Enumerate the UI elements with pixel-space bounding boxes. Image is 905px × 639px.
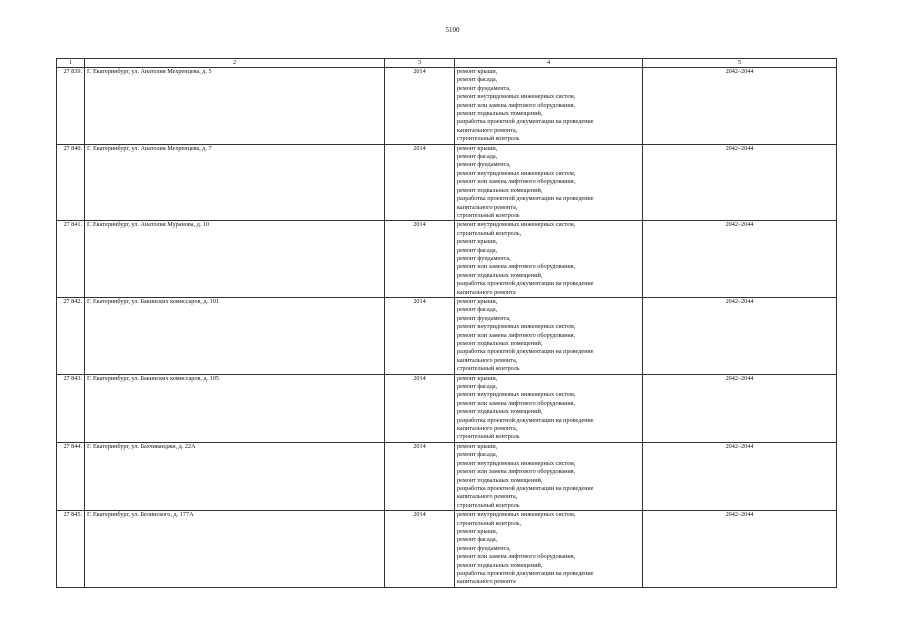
works-list bbox=[455, 221, 643, 298]
work-item: разработка проектной документации на проведение bbox=[457, 348, 594, 356]
work-item: ремонт фасада, bbox=[457, 76, 498, 84]
works-list bbox=[455, 144, 643, 221]
repair-period: 2042–2044 bbox=[643, 511, 837, 588]
work-item: ремонт или замена лифтового оборудования, bbox=[457, 553, 576, 561]
building-address: Г. Екатеринбург, ул. Бахчиванджи, д. 22А bbox=[85, 442, 385, 510]
work-item: ремонт фундамента, bbox=[457, 161, 511, 169]
table-row bbox=[57, 221, 837, 298]
work-item: капитального ремонта, bbox=[457, 203, 518, 211]
work-item: ремонт внутридомовых инженерных систем, bbox=[457, 391, 576, 399]
work-item: ремонт внутридомовых инженерных систем, bbox=[457, 169, 576, 177]
work-item: ремонт фундамента, bbox=[457, 314, 511, 322]
column-header-1: 1 bbox=[57, 59, 85, 68]
building-address: Г. Екатеринбург, ул. Анатолия Муранова, д. 10 bbox=[85, 221, 385, 298]
work-item: строительный контроль bbox=[457, 501, 520, 509]
work-item: ремонт внутридомовых инженерных систем, bbox=[457, 221, 576, 229]
work-item: строительный контроль bbox=[457, 433, 520, 441]
column-header-5: 5 bbox=[643, 59, 837, 68]
work-item: разработка проектной документации на проведение bbox=[457, 569, 594, 577]
page-number: 5100 bbox=[445, 26, 460, 34]
building-address: Г. Екатеринбург, ул. Белинского, д. 177А bbox=[85, 511, 385, 588]
works-list bbox=[455, 442, 643, 510]
repair-period: 2042–2044 bbox=[643, 68, 837, 145]
work-item: ремонт крыши, bbox=[457, 238, 498, 246]
work-item: ремонт фундамента, bbox=[457, 254, 511, 262]
column-header-2: 2 bbox=[85, 59, 385, 68]
row-number: 27 844. bbox=[57, 442, 85, 510]
work-item: капитального ремонта, bbox=[457, 493, 518, 501]
work-item: ремонт крыши, bbox=[457, 144, 498, 152]
work-item: разработка проектной документации на проведение bbox=[457, 280, 594, 288]
work-item: разработка проектной документации на проведение bbox=[457, 416, 594, 424]
work-item: капитального ремонта, bbox=[457, 356, 518, 364]
work-item: ремонт подвальных помещений, bbox=[457, 110, 543, 118]
works-list bbox=[455, 297, 643, 374]
repair-period: 2042–2044 bbox=[643, 144, 837, 221]
year-value: 2014 bbox=[385, 511, 455, 588]
work-item: ремонт или замена лифтового оборудования, bbox=[457, 178, 576, 186]
table-row bbox=[57, 374, 837, 442]
work-item: ремонт подвальных помещений, bbox=[457, 340, 543, 347]
row-number: 27 843. bbox=[57, 374, 85, 442]
work-item: ремонт или замена лифтового оборудования, bbox=[457, 331, 576, 339]
work-item: ремонт фасада, bbox=[457, 246, 498, 254]
work-item: ремонт или замена лифтового оборудования, bbox=[457, 399, 576, 407]
work-item: ремонт фасада, bbox=[457, 451, 498, 459]
building-address: Г. Екатеринбург, ул. Бакинских комиссаров, д. 101 bbox=[85, 297, 385, 374]
work-item: ремонт подвальных помещений, bbox=[457, 186, 543, 194]
repair-period: 2042–2044 bbox=[643, 442, 837, 510]
work-item: ремонт крыши, bbox=[457, 297, 498, 305]
row-number: 27 842. bbox=[57, 297, 85, 374]
table-row bbox=[57, 68, 837, 145]
header-row bbox=[57, 59, 837, 68]
year-value: 2014 bbox=[385, 297, 455, 374]
year-value: 2014 bbox=[385, 374, 455, 442]
work-item: разработка проектной документации на проведение bbox=[457, 118, 594, 126]
work-item: ремонт фасада, bbox=[457, 153, 498, 161]
table-row bbox=[57, 442, 837, 510]
work-item: ремонт внутридомовых инженерных систем, bbox=[457, 459, 576, 467]
work-item: ремонт фасада, bbox=[457, 383, 498, 391]
work-item: ремонт подвальных помещений, bbox=[457, 271, 543, 279]
table-row bbox=[57, 511, 837, 588]
work-item: ремонт или замена лифтового оборудования, bbox=[457, 468, 576, 476]
work-item: строительный контроль, bbox=[457, 229, 522, 237]
row-number: 27 841. bbox=[57, 221, 85, 298]
row-number: 27 840. bbox=[57, 144, 85, 221]
repair-period: 2042–2044 bbox=[643, 374, 837, 442]
table-body bbox=[57, 68, 837, 588]
building-address: Г. Екатеринбург, ул. Анатолия Мехренцева, д. 7 bbox=[85, 144, 385, 221]
repair-period: 2042–2044 bbox=[643, 221, 837, 298]
works-list bbox=[455, 511, 643, 588]
repair-period: 2042–2044 bbox=[643, 297, 837, 374]
year-value: 2014 bbox=[385, 442, 455, 510]
work-item: капитального ремонта, bbox=[457, 425, 518, 433]
work-item: строительный контроль bbox=[457, 365, 520, 373]
work-item: ремонт подвальных помещений, bbox=[457, 408, 543, 416]
work-item: ремонт крыши, bbox=[457, 527, 498, 535]
table-row bbox=[57, 297, 837, 374]
work-item: ремонт фасада, bbox=[457, 306, 498, 314]
row-number: 27 839. bbox=[57, 68, 85, 145]
work-item: ремонт фундамента, bbox=[457, 84, 511, 92]
column-header-4: 4 bbox=[455, 59, 643, 68]
work-item: строительный контроль bbox=[457, 211, 520, 219]
year-value: 2014 bbox=[385, 68, 455, 145]
work-item: ремонт фасада, bbox=[457, 536, 498, 544]
row-number: 27 845. bbox=[57, 511, 85, 588]
work-item: ремонт внутридомовых инженерных систем, bbox=[457, 93, 576, 101]
table-header bbox=[57, 59, 837, 68]
year-value: 2014 bbox=[385, 221, 455, 298]
work-item: ремонт или замена лифтового оборудования, bbox=[457, 263, 576, 271]
work-item: ремонт подвальных помещений, bbox=[457, 561, 543, 569]
work-item: капитального ремонта bbox=[457, 288, 516, 296]
works-list bbox=[455, 374, 643, 442]
work-item: ремонт внутридомовых инженерных систем, bbox=[457, 323, 576, 331]
work-item: ремонт внутридомовых инженерных систем, bbox=[457, 511, 576, 519]
work-item: разработка проектной документации на проведение bbox=[457, 484, 594, 492]
work-item: ремонт крыши, bbox=[457, 442, 498, 450]
works-list bbox=[455, 68, 643, 145]
work-item: ремонт крыши, bbox=[457, 68, 498, 75]
work-item: ремонт фундамента, bbox=[457, 544, 511, 552]
registry-table bbox=[56, 58, 837, 588]
work-item: ремонт крыши, bbox=[457, 374, 498, 382]
table-row bbox=[57, 144, 837, 221]
work-item: ремонт подвальных помещений, bbox=[457, 476, 543, 484]
work-item: разработка проектной документации на проведение bbox=[457, 195, 594, 203]
work-item: капитального ремонта bbox=[457, 578, 516, 586]
building-address: Г. Екатеринбург, ул. Бакинских комиссаров, д. 105 bbox=[85, 374, 385, 442]
work-item: строительный контроль, bbox=[457, 519, 522, 527]
building-address: Г. Екатеринбург, ул. Анатолия Мехренцева, д. 5 bbox=[85, 68, 385, 145]
year-value: 2014 bbox=[385, 144, 455, 221]
work-item: строительный контроль bbox=[457, 135, 520, 143]
column-header-3: 3 bbox=[385, 59, 455, 68]
work-item: капитального ремонта, bbox=[457, 126, 518, 134]
work-item: ремонт или замена лифтового оборудования, bbox=[457, 101, 576, 109]
